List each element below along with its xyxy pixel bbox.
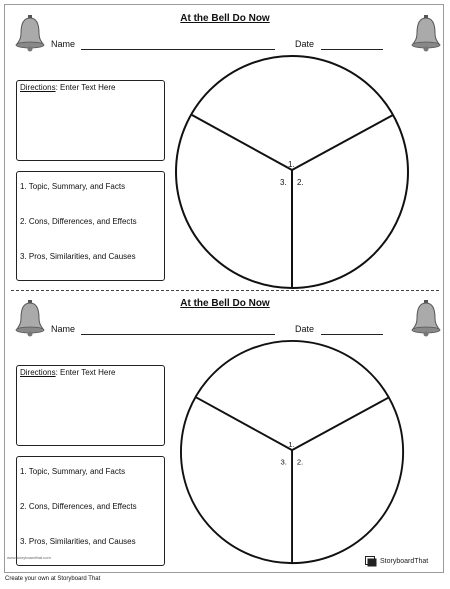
categories-box — [16, 171, 165, 281]
pie-label-3: 3. — [280, 178, 287, 187]
logo-text: StoryboardThat — [380, 557, 429, 565]
name-label: Name — [51, 39, 76, 49]
pie-label-2: 2. — [297, 178, 304, 187]
date-field[interactable] — [321, 49, 383, 50]
directions-box[interactable] — [16, 365, 165, 446]
directions-box[interactable] — [16, 80, 165, 161]
category-item: 3. Pros, Similarities, and Causes — [20, 537, 136, 546]
category-item: 2. Cons, Differences, and Effects — [20, 217, 137, 226]
worksheet-title: At the Bell Do Now — [180, 13, 270, 24]
category-item: 1. Topic, Summary, and Facts — [20, 467, 126, 476]
date-label: Date — [295, 324, 315, 334]
directions-heading: Directions — [20, 368, 56, 377]
storyboardthat-logo[interactable] — [365, 554, 428, 568]
worksheet-section-top — [5, 5, 445, 289]
date-field[interactable] — [321, 334, 383, 335]
category-item: 3. Pros, Similarities, and Causes — [20, 252, 136, 261]
directions-heading: Directions — [20, 83, 56, 92]
date-label: Date — [295, 39, 315, 49]
three-part-pie-diagram — [175, 340, 411, 566]
pie-label-2: 2. — [296, 457, 304, 467]
name-field[interactable] — [81, 49, 275, 50]
worksheet-title: At the Bell Do Now — [180, 298, 270, 309]
pie-label-1: 1. — [288, 440, 295, 450]
footer-text[interactable]: Create your own at Storyboard That — [5, 576, 101, 582]
watermark-text: www.storyboardthat.com — [7, 555, 51, 560]
category-item: 1. Topic, Summary, and Facts — [20, 182, 126, 191]
three-part-pie-diagram — [175, 55, 411, 291]
worksheet-page — [4, 4, 444, 573]
category-item: 2. Cons, Differences, and Effects — [20, 502, 137, 511]
worksheet-section-bottom — [5, 290, 445, 574]
storyboardthat-logo-icon — [365, 556, 377, 567]
cut-line-divider — [11, 290, 439, 291]
directions-text: : Enter Text Here — [55, 368, 116, 377]
categories-box — [16, 456, 165, 566]
name-field[interactable] — [81, 334, 275, 335]
name-label: Name — [51, 324, 76, 334]
pie-label-1: 1. — [288, 160, 295, 169]
directions-text: : Enter Text Here — [55, 83, 116, 92]
pie-label-3: 3. — [280, 457, 287, 467]
